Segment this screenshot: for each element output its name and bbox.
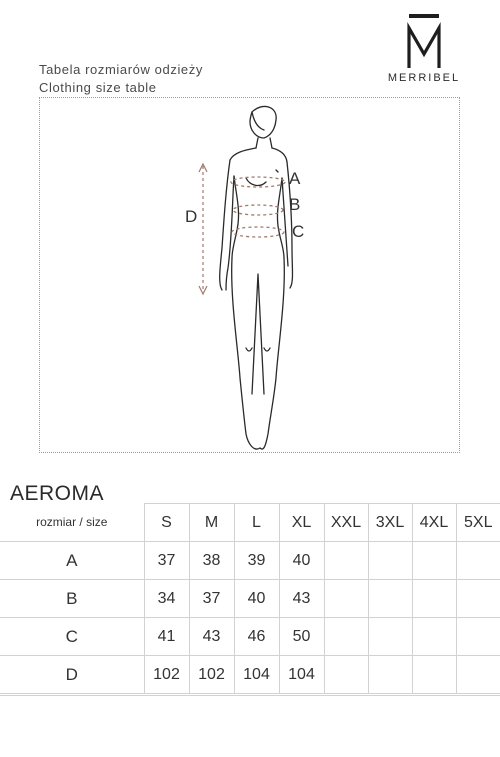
size-header: 4XL (412, 504, 456, 542)
size-header: L (234, 504, 279, 542)
row-label: A (0, 542, 144, 580)
table-cell: 37 (144, 542, 189, 580)
size-header: S (144, 504, 189, 542)
table-cell: 104 (234, 656, 279, 694)
size-header: XL (279, 504, 324, 542)
label-a: A (289, 169, 301, 188)
size-header: 5XL (456, 504, 500, 542)
female-body-outline-icon (40, 98, 461, 454)
size-table (0, 503, 500, 694)
table-cell (324, 656, 368, 694)
size-header: M (189, 504, 234, 542)
row-label: D (0, 656, 144, 694)
label-d: D (185, 207, 198, 226)
title-polish: Tabela rozmiarów odzieży (39, 62, 203, 77)
table-cell (456, 618, 500, 656)
table-cell: 40 (279, 542, 324, 580)
table-cell: 40 (234, 580, 279, 618)
table-cell (368, 656, 412, 694)
merribel-logo-icon (403, 14, 445, 70)
table-cell: 43 (189, 618, 234, 656)
table-cell: 37 (189, 580, 234, 618)
table-cell: 39 (234, 542, 279, 580)
table-cell: 38 (189, 542, 234, 580)
bottom-divider (0, 695, 500, 696)
table-cell (368, 618, 412, 656)
corner-label: rozmiar / size (0, 504, 144, 542)
title-english: Clothing size table (39, 80, 157, 95)
body-measurement-figure (39, 97, 460, 453)
table-row (0, 542, 500, 580)
size-header: 3XL (368, 504, 412, 542)
brand-logo (380, 14, 468, 84)
table-cell: 46 (234, 618, 279, 656)
table-cell (412, 542, 456, 580)
table-cell (412, 580, 456, 618)
table-cell: 43 (279, 580, 324, 618)
table-row (0, 580, 500, 618)
table-cell (324, 542, 368, 580)
row-label: C (0, 618, 144, 656)
table-cell (412, 656, 456, 694)
table-cell: 102 (144, 656, 189, 694)
table-cell (324, 580, 368, 618)
table-row (0, 618, 500, 656)
size-header-row (0, 504, 500, 542)
table-cell (324, 618, 368, 656)
table-cell: 50 (279, 618, 324, 656)
table-row (0, 656, 500, 694)
table-cell: 102 (189, 656, 234, 694)
row-label: B (0, 580, 144, 618)
table-cell: 41 (144, 618, 189, 656)
table-cell (456, 542, 500, 580)
brand-name: MERRIBEL (387, 72, 461, 84)
label-c: C (292, 222, 305, 241)
table-cell: 104 (279, 656, 324, 694)
label-b: B (289, 195, 301, 214)
table-cell: 34 (144, 580, 189, 618)
table-cell (456, 580, 500, 618)
table-cell (412, 618, 456, 656)
size-header: XXL (324, 504, 368, 542)
table-cell (368, 542, 412, 580)
table-cell (456, 656, 500, 694)
product-name: AEROMA (10, 482, 105, 505)
table-cell (368, 580, 412, 618)
